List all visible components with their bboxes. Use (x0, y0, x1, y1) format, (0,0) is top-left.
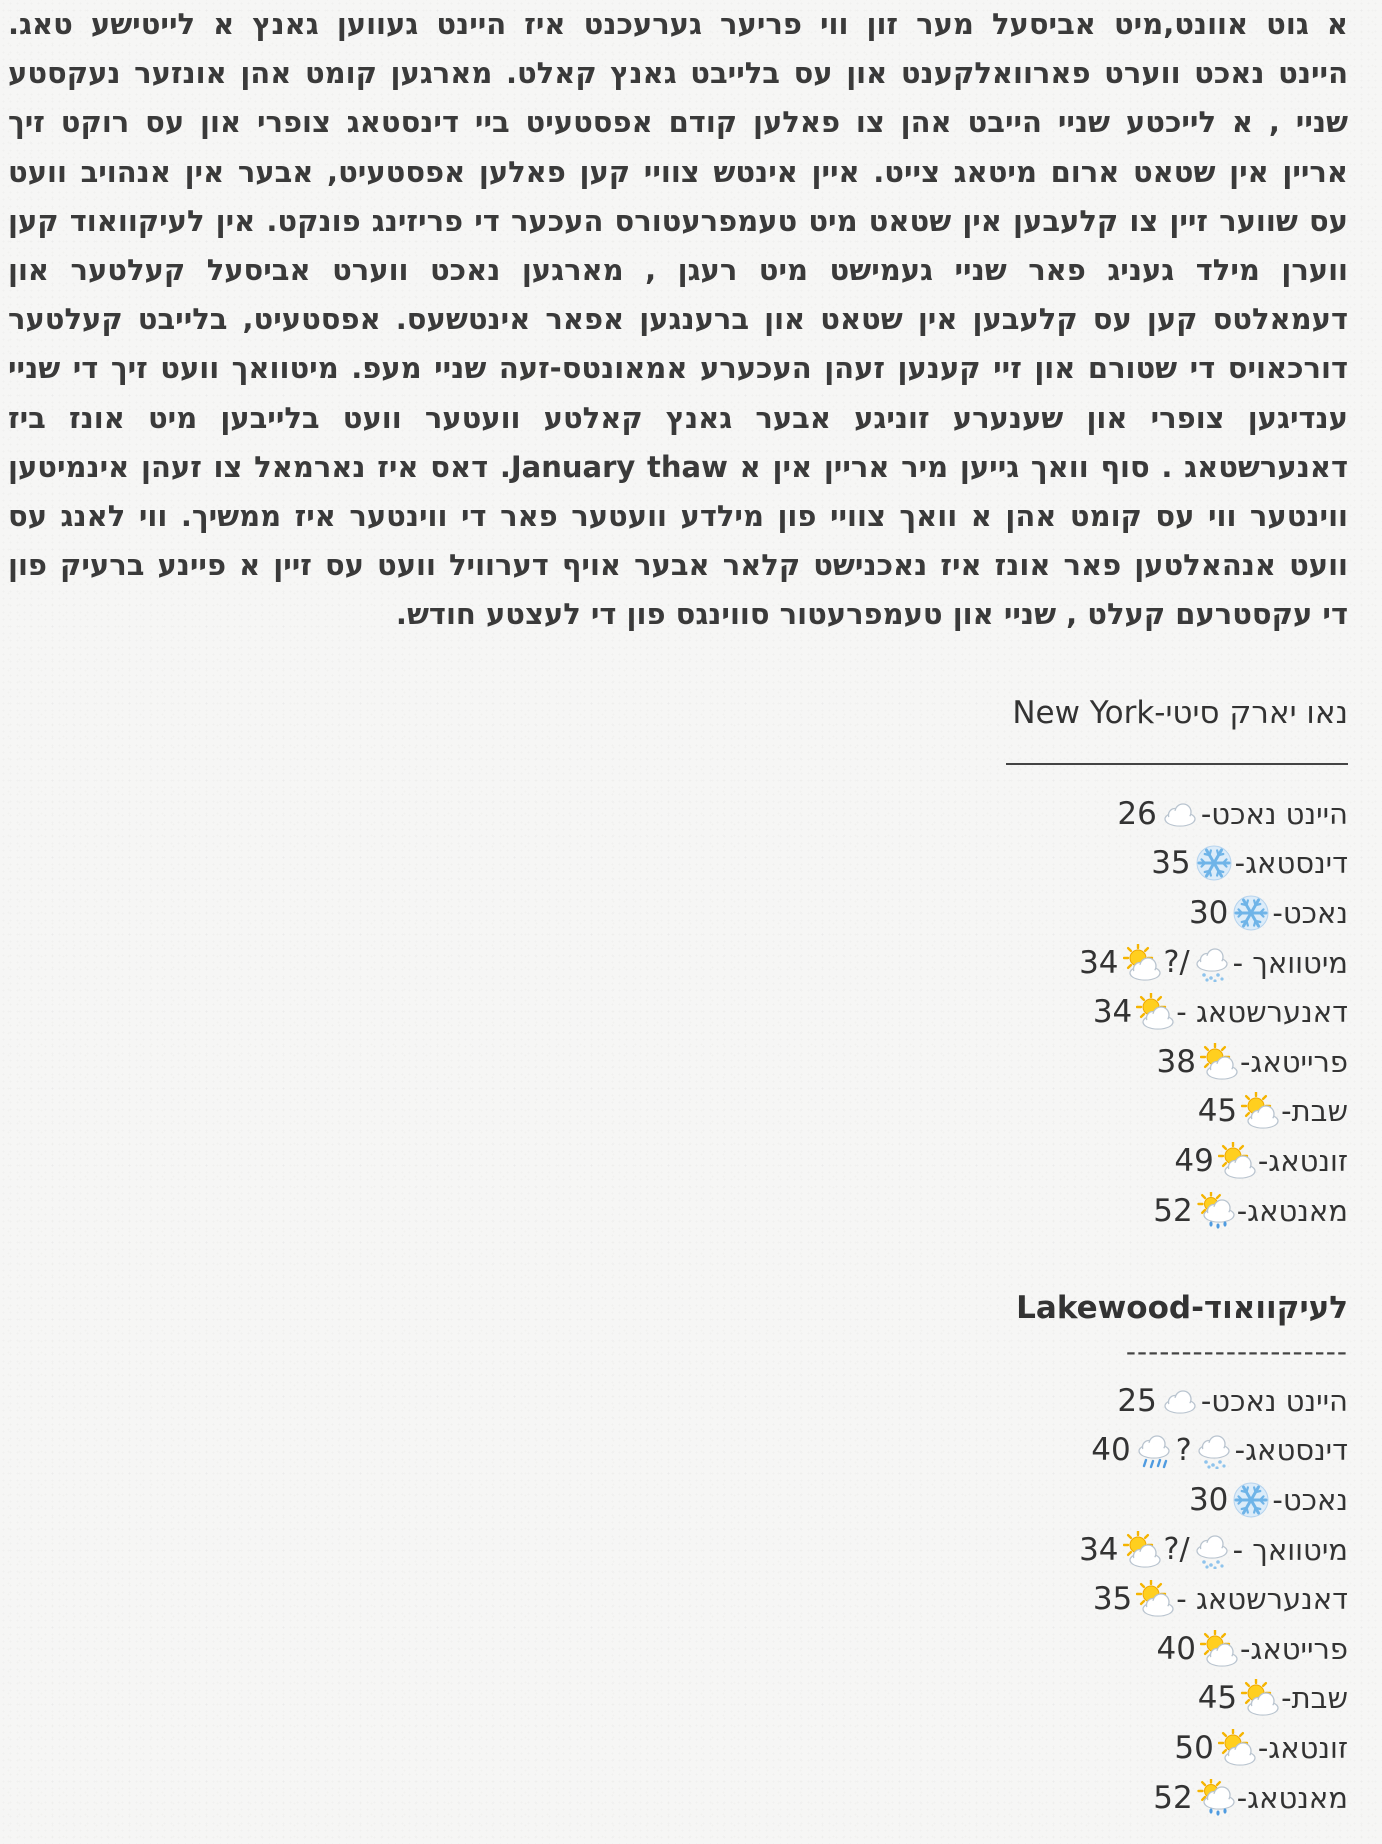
forecast-row (828, 1773, 1348, 1823)
forecast-day: נאכט- (1272, 895, 1348, 930)
sun-behind-cloud-icon (1218, 1729, 1256, 1767)
forecast-row (828, 1376, 1348, 1426)
forecast-temperature: 25 (1117, 1382, 1157, 1419)
forecast-temperature: 40 (1156, 1630, 1196, 1667)
cloud-icon (1161, 795, 1199, 833)
forecast-day: זונטאג- (1257, 1143, 1348, 1178)
forecast-temperature: 30 (1188, 894, 1229, 931)
forecast-temperature: 52 (1153, 1192, 1193, 1229)
paragraph-line: ווינטער ווי עס קומט אהן א וואך צוויי פון מילדע וועטער פאר די ווינטער איז ממשיך. ווי לאנג עס (8, 499, 1348, 534)
forecast-day: פרייטאג- (1239, 1631, 1348, 1666)
forecast-row (828, 888, 1348, 938)
forecast-temperature: 45 (1197, 1093, 1238, 1130)
forecast-day: פרייטאג- (1239, 1044, 1348, 1079)
forecast-temperature: 26 (1117, 795, 1157, 832)
new-york-forecast-list (828, 789, 1348, 1235)
rain-cloud-icon (1135, 1431, 1173, 1469)
forecast-row (828, 1574, 1348, 1624)
sun-behind-cloud-icon (1136, 1580, 1174, 1618)
paragraph-line: היינט נאכט ווערט פארוואלקענט און עס בלייבט גאנץ קאלט. מארגען קומט אהן אונזער נעקסטע (8, 56, 1348, 91)
forecast-row (828, 1525, 1348, 1575)
forecast-row (828, 938, 1348, 988)
forecast-temperature: 45 (1197, 1680, 1238, 1717)
lakewood-separator: -------------------- (1125, 1335, 1348, 1368)
forecast-temperature: 38 (1156, 1043, 1196, 1080)
sun-behind-cloud-icon (1241, 1679, 1279, 1717)
forecast-temperature: 52 (1153, 1779, 1193, 1816)
new-york-section (828, 693, 1348, 1235)
forecast-day: דאנערשטאג - (1176, 1582, 1348, 1617)
snowflake-icon (1195, 844, 1233, 882)
snowflake-icon (1232, 1481, 1270, 1519)
forecast-row (828, 1723, 1348, 1773)
forecast-day: מיטוואך - (1232, 1532, 1348, 1567)
sun-behind-cloud-icon (1123, 1531, 1161, 1569)
forecast-temperature: 34 (1092, 994, 1133, 1031)
snow-cloud-icon (1193, 944, 1231, 982)
rain-sun-cloud-icon (1197, 1779, 1235, 1817)
forecast-day: מאנטאג- (1236, 1780, 1348, 1815)
forecast-row (828, 789, 1348, 839)
paragraph-line: ענדיגען צופרי און שענערע זוניגע אבער גאנץ קאלטע וועטער וועט בלייבען מיט אונז ביז (8, 400, 1348, 435)
paragraph-line: א גוט אוונט,מיט אביסעל מער זון ווי פריער גערעכנט איז היינט געווען גאנץ א לייטישע טאג. (8, 7, 1348, 41)
forecast-row (828, 1624, 1348, 1674)
snow-cloud-icon (1195, 1431, 1233, 1469)
forecast-day: מיטוואך - (1232, 945, 1348, 980)
forecast-temperature: 50 (1174, 1729, 1214, 1766)
forecast-row (828, 1475, 1348, 1525)
forecast-day: זונטאג- (1257, 1730, 1348, 1765)
forecast-separator-text: ?/ (1163, 1532, 1190, 1568)
sun-behind-cloud-icon (1200, 1630, 1238, 1668)
forecast-day: דאנערשטאג - (1176, 995, 1348, 1030)
lakewood-section (828, 1288, 1348, 1822)
new-york-separator (1006, 763, 1348, 765)
forecast-temperature: 35 (1092, 1581, 1133, 1618)
forecast-row (828, 1674, 1348, 1724)
forecast-temperature: 49 (1174, 1142, 1214, 1179)
paragraph-line: ווערן מילד געניג פאר שניי געמישט מיט רעגן , מארגען נאכט ווערט אביסעל קעלטער און (8, 253, 1348, 288)
lakewood-forecast-list (828, 1376, 1348, 1822)
snow-cloud-icon (1193, 1531, 1231, 1569)
paragraph-line: עס שווער זיין צו קלעבען אין שטאט מיט טעמפרעטורס העכער די פריזינג פונקט. אין לעיקוואוד קען (8, 203, 1348, 238)
cloud-icon (1161, 1382, 1199, 1420)
forecast-separator-text: ?/ (1163, 945, 1190, 981)
sun-behind-cloud-icon (1241, 1092, 1279, 1130)
forecast-day: היינט נאכט- (1200, 796, 1348, 831)
paragraph-line: וועט אנהאלטען פאר אונז איז נאכנישט קלאר אבער אויף דערוויל וועט עס זיין א פיינע ברעיק פון (8, 548, 1348, 583)
sun-behind-cloud-icon (1136, 993, 1174, 1031)
lakewood-title: לעיקוואוד-Lakewood (1016, 1290, 1348, 1326)
forecast-day: דינסטאג- (1234, 846, 1348, 881)
forecast-day: היינט נאכט- (1200, 1383, 1348, 1418)
forecast-day: שבת- (1281, 1094, 1348, 1129)
forecast-temperature: 34 (1079, 1531, 1119, 1568)
paragraph-line: דאנערשטאג . סוף וואך גייען מיר אריין אין א January thaw. דאס איז נארמאל צו זעהן אינמיטען (8, 449, 1348, 484)
forecast-day: שבת- (1281, 1681, 1348, 1716)
forecast-paragraph (8, 0, 1348, 640)
paragraph-line: דורכאויס די שטורם און זיי קענען זעהן העכערע אמאונטס-זעה שניי מעפ. מיטוואך וועט זיך די שניי (8, 351, 1348, 386)
forecast-day: מאנטאג- (1236, 1193, 1348, 1228)
forecast-row (828, 839, 1348, 889)
paragraph-line: אריין אין שטאט ארום מיטאג צייט. איין אינטש צוויי קען פאלען אפסטעיט, אבער אין אנהויב וועט (8, 154, 1348, 189)
forecast-row (828, 1426, 1348, 1476)
paragraph-line: דעמאלטס קען עס קלעבען אין שטאט און ברענגען אפאר אינטשעס. אפסטעיט, בלייבט קעלטער (8, 302, 1348, 337)
sun-behind-cloud-icon (1218, 1142, 1256, 1180)
sun-behind-cloud-icon (1123, 944, 1161, 982)
forecast-temperature: 34 (1079, 944, 1119, 981)
forecast-row (828, 1037, 1348, 1087)
paragraph-line: שניי , א לייכטע שניי הייבט אהן צו פאלען קודם אפסטעיט ביי דינסטאג צופרי און עס רוקט זיך (8, 105, 1348, 140)
forecast-temperature: 40 (1091, 1432, 1131, 1469)
forecast-temperature: 30 (1188, 1481, 1229, 1518)
forecast-row (828, 1136, 1348, 1186)
snowflake-icon (1232, 894, 1270, 932)
forecast-day: נאכט- (1272, 1482, 1348, 1517)
forecast-row (828, 987, 1348, 1037)
forecast-row (828, 1186, 1348, 1236)
forecast-day: דינסטאג- (1234, 1433, 1348, 1468)
sun-behind-cloud-icon (1200, 1043, 1238, 1081)
rain-sun-cloud-icon (1197, 1192, 1235, 1230)
new-york-title: נאו יארק סיטי-New York (1012, 695, 1348, 731)
forecast-separator-text: ? (1175, 1432, 1192, 1468)
forecast-row (828, 1087, 1348, 1137)
paragraph-line: די עקסטרעם קעלט , שניי און טעמפרעטור סווינגס פון די לעצטע חודש. (395, 597, 1348, 632)
forecast-temperature: 35 (1151, 845, 1191, 882)
